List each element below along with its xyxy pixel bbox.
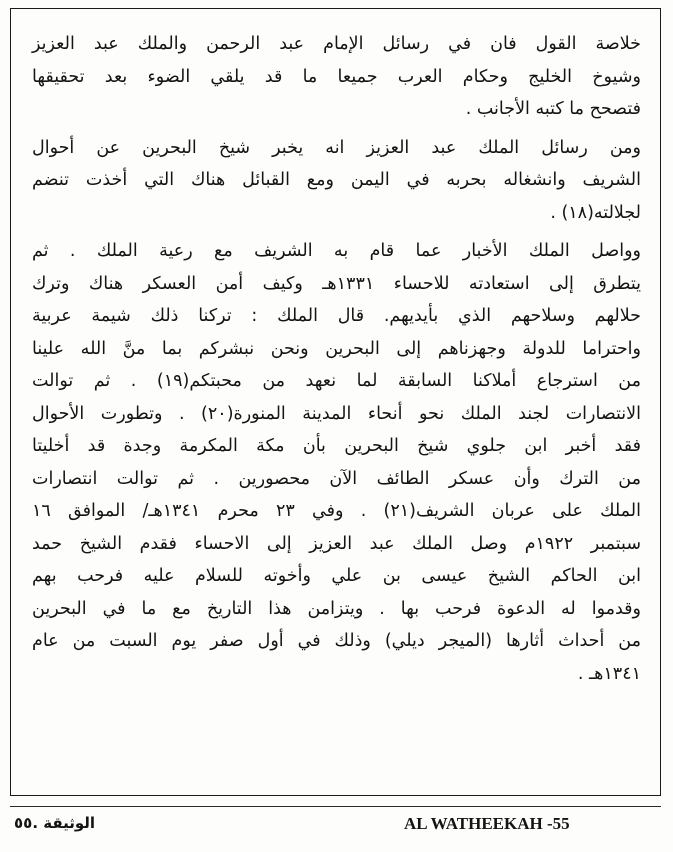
footer-divider: [10, 806, 661, 807]
body-text: [32, 28, 641, 690]
text-line: لجلالته(١٨) .: [550, 202, 641, 223]
text-line: من أحداث أثارها (الميجر ديلي) وذلك في أول صفر يوم السبت من عام: [32, 631, 641, 651]
text-line: ١٣٤١هـ .: [577, 663, 641, 684]
text-line: وشيوخ الخليج وحكام العرب جميعا ما قد يلقي الضوء بعد تحقيقها: [32, 66, 641, 87]
text-line: ابن الحاكم الشيخ عيسى بن علي وأخوته للسلام عليه فرحب بهم: [32, 566, 641, 586]
text-line: من استرجاع أملاكنا السابقة لما نعهد من محبتكم(١٩) . ثم توالت: [32, 371, 641, 391]
text-line: سبتمبر ١٩٢٢م وصل الملك عبد العزيز إلى الاحساء فقدم الشيخ حمد: [32, 533, 641, 554]
text-line: واحتراما للدولة وجهزناهم إلى البحرين ونحن نبشركم بما منَّ الله علينا: [32, 338, 641, 359]
text-line: خلاصة القول فان في رسائل الإمام عبد الرحمن والملك عبد العزيز: [32, 34, 641, 54]
footer-journal-arabic: الوثيقة .٥٥: [14, 814, 96, 832]
text-line: وواصل الملك الأخبار عما قام به الشريف مع رعية الملك . ثم: [32, 241, 641, 261]
text-line: يتطرق إلى استعادته للاحساء ١٣٣١هـ وكيف أمن العسكر هناك وترك: [32, 273, 642, 294]
footer-journal-english: AL WATHEEKAH -55: [404, 814, 570, 833]
text-line: الشريف وانشغاله بحربه في اليمن ومع القبائل هناك التي أخذت تنضم: [32, 170, 641, 190]
text-line: فتصحح ما كتبه الأجانب .: [465, 99, 641, 119]
text-line: الملك على عربان الشريف(٢١) . وفي ٢٣ محرم ١٣٤١هـ/ الموافق ١٦: [32, 501, 641, 521]
text-line: الانتصارات لجند الملك نحو أنحاء المدينة المنورة(٢٠) . وتطورت الأحوال: [32, 403, 641, 424]
text-line: حلالهم وسلاحهم الذي بأيديهم. قال الملك : تركنا ذلك شيمة عربية: [32, 306, 641, 326]
text-line: فقد أخبر ابن جلوي شيخ البحرين بأن مكة المكرمة وجدة قد أخليتا: [32, 436, 641, 456]
text-line: من الترك وأن عسكر الطائف الآن محصورين . ثم توالت انتصارات: [32, 468, 641, 489]
text-line: وقدموا له الدعوة فرحب بها . ويتزامن هذا التاريخ مع ما في البحرين: [32, 598, 641, 619]
text-line: ومن رسائل الملك عبد العزيز انه يخبر شيخ البحرين عن أحوال: [32, 137, 641, 158]
